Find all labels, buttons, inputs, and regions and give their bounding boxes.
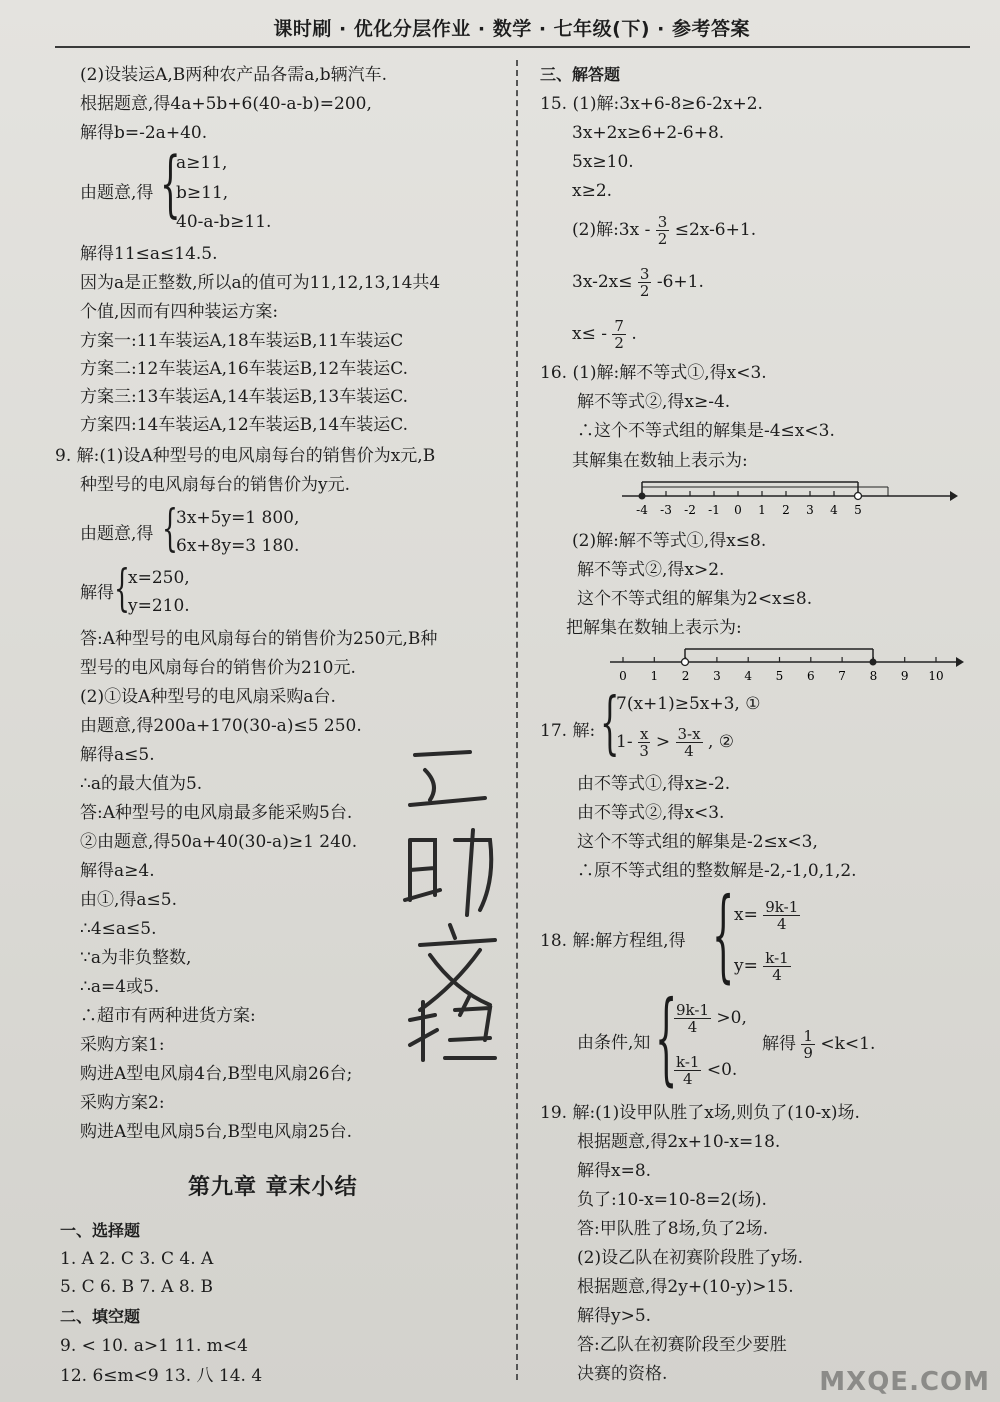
- text-line: (2)解:解不等式①,得x≤8.: [572, 531, 767, 551]
- text-line: 解得x=8.: [577, 1161, 652, 1181]
- text-line: x≥2.: [572, 181, 613, 201]
- fraction-numerator: k-1: [765, 949, 789, 967]
- fraction: [801, 1028, 815, 1061]
- text-line: 解得: [80, 583, 114, 603]
- text-line: 1. A 2. C 3. C 4. A: [60, 1249, 214, 1269]
- text-line: 采购方案2:: [80, 1093, 165, 1113]
- text-line: 15. (1)解:3x+6-8≥6-2x+2.: [540, 94, 763, 114]
- tick-label: -2: [684, 503, 696, 517]
- text-line: a≥11,: [176, 153, 228, 173]
- text-line: 方案一:11车装运A,18车装运B,11车装运C: [80, 331, 404, 351]
- text-line: 购进A型电风扇5台,B型电风扇25台.: [80, 1122, 353, 1142]
- fraction-numerator: 3: [639, 265, 650, 283]
- fraction: [763, 899, 800, 932]
- text-line: 答:A种型号的电风扇每台的销售价为250元,B种: [80, 629, 438, 649]
- fraction-denominator: 4: [684, 742, 694, 760]
- fraction-numerator: 9k-1: [765, 898, 799, 916]
- text-line: ②由题意,得50a+40(30-a)≥1 240.: [80, 832, 358, 852]
- brace-icon: {: [600, 684, 620, 763]
- text-span: >0,: [716, 1008, 747, 1028]
- text-span: 解得: [762, 1034, 796, 1054]
- text-line: 12. 6≤m<9 13. 八 14. 4: [60, 1366, 263, 1386]
- text-line: 其解集在数轴上表示为:: [572, 451, 748, 471]
- text-line: 这个不等式组的解集为2<x≤8.: [577, 589, 813, 609]
- text-line: 7(x+1)≥5x+3, ①: [616, 694, 761, 714]
- text-span: 3x-2x≤: [572, 272, 633, 292]
- tick-label: 2: [681, 669, 690, 683]
- text-line: 17. 解:: [540, 721, 596, 741]
- handwriting-scribble: [395, 740, 515, 1070]
- text-line: 因为a是正整数,所以a的值可为11,12,13,14共4: [80, 273, 441, 293]
- fraction-numerator: 9k-1: [676, 1001, 709, 1019]
- text-line: 根据题意,得4a+5b+6(40-a-b)=200,: [80, 94, 372, 114]
- text-line: 19. 解:(1)设甲队胜了x场,则负了(10-x)场.: [540, 1103, 860, 1123]
- text-line: 答:A种型号的电风扇最多能采购5台.: [80, 803, 353, 823]
- text-line: 答:甲队胜了8场,负了2场.: [577, 1219, 769, 1239]
- text-span: x≤ -: [572, 324, 607, 344]
- fraction-denominator: 9: [803, 1044, 813, 1062]
- equation-line: [734, 895, 800, 935]
- text-line: 由①,得a≤5.: [80, 890, 178, 910]
- text-line: 型号的电风扇每台的销售价为210元.: [80, 658, 356, 678]
- equation-line: [762, 1024, 875, 1064]
- tick-label: 4: [830, 503, 838, 517]
- text-line: 方案四:14车装运A,12车装运B,14车装运C.: [80, 415, 409, 435]
- brace-icon: {: [655, 979, 678, 1096]
- text-line: 9. < 10. a>1 11. m<4: [60, 1336, 248, 1356]
- text-span: <0.: [706, 1060, 738, 1080]
- tick-label: -4: [636, 503, 648, 517]
- text-line: ∴4≤a≤5.: [80, 919, 157, 939]
- tick-label: 5: [854, 503, 862, 517]
- section-heading: 一、选择题: [60, 1221, 141, 1240]
- text-line: 9. 解:(1)设A种型号的电风扇每台的销售价为x元,B: [55, 446, 436, 466]
- number-line-2: [608, 642, 966, 688]
- text-line: 解得11≤a≤14.5.: [80, 244, 218, 264]
- text-span: >: [655, 732, 671, 752]
- text-line: 决赛的资格.: [577, 1364, 668, 1384]
- fraction: [638, 726, 650, 759]
- tick-label: 9: [900, 669, 909, 683]
- equation-line: [572, 264, 704, 300]
- equation-line: [616, 722, 734, 762]
- fraction: [638, 266, 652, 299]
- text-line: 解得a≥4.: [80, 861, 155, 881]
- text-span: x=: [734, 905, 758, 925]
- fraction: [763, 950, 790, 983]
- text-span: y=: [734, 956, 758, 976]
- text-line: 18. 解:解方程组,得: [540, 931, 686, 951]
- text-line: 方案二:12车装运A,16车装运B,12车装运C.: [80, 359, 409, 379]
- text-line: 这个不等式组的解集是-2≤x<3,: [577, 832, 818, 852]
- text-line: 采购方案1:: [80, 1035, 165, 1055]
- tick-label: 3: [713, 669, 721, 683]
- tick-label: -1: [708, 503, 720, 517]
- fraction-numerator: 3: [657, 213, 668, 231]
- text-line: b≥11,: [176, 183, 229, 203]
- header-title: 课时刷 · 优化分层作业 · 数学 · 七年级(下) · 参考答案: [273, 18, 750, 40]
- column-divider: [516, 60, 518, 1380]
- text-span: ≤2x-6+1.: [674, 220, 757, 240]
- equation-line: [674, 998, 747, 1038]
- tick-label: 1: [650, 669, 659, 683]
- text-line: ∴这个不等式组的解集是-4≤x<3.: [577, 421, 835, 441]
- fraction: [656, 214, 670, 247]
- text-line: 答:乙队在初赛阶段至少要胜: [577, 1335, 787, 1355]
- text-span: -6+1.: [656, 272, 704, 292]
- tick-label: 5: [775, 669, 784, 683]
- watermark-logo: MXQE.COM: [819, 1367, 990, 1397]
- fraction-denominator: 2: [614, 334, 624, 352]
- fraction: [674, 1054, 701, 1087]
- text-line: 解不等式②,得x≥-4.: [577, 392, 731, 412]
- fraction-numerator: k-1: [676, 1053, 700, 1071]
- chapter-title: 第九章 章末小结: [188, 1175, 358, 1200]
- text-line: (2)①设A种型号的电风扇采购a台.: [80, 687, 336, 707]
- tick-label: 1: [758, 503, 766, 517]
- fraction-denominator: 4: [772, 966, 782, 984]
- header-rule: [55, 46, 970, 48]
- fraction-numerator: x: [639, 725, 649, 743]
- text-line: 5x≥10.: [572, 152, 634, 172]
- text-line: ∴超市有两种进货方案:: [80, 1006, 256, 1026]
- text-line: y=210.: [128, 596, 190, 616]
- fraction-denominator: 2: [639, 282, 650, 300]
- fraction-denominator: 4: [687, 1018, 698, 1036]
- text-span: 1-: [616, 732, 633, 752]
- text-line: 方案三:13车装运A,14车装运B,13车装运C.: [80, 387, 409, 407]
- text-line: 5. C 6. B 7. A 8. B: [60, 1277, 213, 1297]
- tick-label: 7: [838, 669, 846, 683]
- fraction: [676, 726, 703, 759]
- text-line: (2)设装运A,B两种农产品各需a,b辆汽车.: [80, 65, 388, 85]
- fraction-numerator: 1: [803, 1027, 813, 1045]
- tick-label: -3: [660, 503, 672, 517]
- brace-icon: {: [162, 499, 178, 557]
- text-line: 解得b=-2a+40.: [80, 123, 208, 143]
- text-line: 3x+2x≥6+2-6+8.: [572, 123, 725, 143]
- tick-label: 0: [619, 669, 627, 683]
- text-line: 40-a-b≥11.: [176, 212, 272, 232]
- text-line: 由条件,知: [577, 1033, 651, 1053]
- brace-icon: {: [114, 559, 130, 617]
- section-heading: 二、填空题: [60, 1307, 141, 1326]
- text-span: , ②: [707, 732, 735, 752]
- equation-line: [572, 316, 637, 352]
- text-line: 种型号的电风扇每台的销售价为y元.: [80, 475, 351, 495]
- equation-line: [734, 946, 791, 986]
- section-heading: 三、解答题: [540, 65, 621, 84]
- fraction-numerator: 7: [614, 317, 624, 335]
- text-span: .: [631, 324, 637, 344]
- fraction-denominator: 3: [639, 742, 649, 760]
- fraction: [612, 318, 626, 351]
- text-line: 购进A型电风扇4台,B型电风扇26台;: [80, 1064, 353, 1084]
- brace-icon: {: [712, 876, 735, 993]
- page-header: [0, 0, 1000, 48]
- text-line: 6x+8y=3 180.: [176, 536, 300, 556]
- tick-label: 10: [928, 669, 944, 683]
- text-line: ∴原不等式组的整数解是-2,-1,0,1,2.: [577, 861, 857, 881]
- fraction-denominator: 2: [657, 230, 668, 248]
- text-line: 由题意,得: [80, 524, 154, 544]
- text-line: ∵a为非负整数,: [80, 948, 192, 968]
- text-line: 由题意,得: [80, 183, 154, 203]
- text-line: 个值,因而有四种装运方案:: [80, 302, 279, 322]
- equation-line: [572, 212, 756, 248]
- text-line: 根据题意,得2y+(10-y)>15.: [577, 1277, 794, 1297]
- tick-label: 6: [806, 669, 815, 683]
- text-line: x=250,: [128, 568, 190, 588]
- tick-label: 0: [734, 503, 742, 517]
- text-span: (2)解:3x -: [572, 220, 651, 240]
- text-line: 由题意,得200a+170(30-a)≤5 250.: [80, 716, 362, 736]
- tick-label: 4: [744, 669, 753, 683]
- equation-line: [674, 1050, 737, 1090]
- text-line: 负了:10-x=10-8=2(场).: [577, 1190, 767, 1210]
- fraction: [674, 1002, 711, 1035]
- text-span: <k<1.: [820, 1034, 876, 1054]
- fraction-denominator: 4: [776, 915, 787, 933]
- tick-label: 8: [869, 669, 878, 683]
- tick-label: 2: [782, 503, 790, 517]
- text-line: ∴a=4或5.: [80, 977, 160, 997]
- number-line-1: [620, 476, 960, 522]
- brace-icon: {: [160, 141, 181, 225]
- text-line: 16. (1)解:解不等式①,得x<3.: [540, 363, 767, 383]
- text-line: (2)设乙队在初赛阶段胜了y场.: [577, 1248, 804, 1268]
- text-line: 3x+5y=1 800,: [176, 508, 300, 528]
- text-line: 解得y>5.: [577, 1306, 652, 1326]
- text-line: 由不等式①,得x≥-2.: [577, 774, 731, 794]
- text-line: ∴a的最大值为5.: [80, 774, 203, 794]
- tick-label: 3: [806, 503, 814, 517]
- text-line: 由不等式②,得x<3.: [577, 803, 725, 823]
- fraction-denominator: 4: [682, 1070, 693, 1088]
- text-line: 解得a≤5.: [80, 745, 155, 765]
- text-line: 把解集在数轴上表示为:: [566, 618, 742, 638]
- text-line: 解不等式②,得x>2.: [577, 560, 725, 580]
- text-line: 根据题意,得2x+10-x=18.: [577, 1132, 781, 1152]
- fraction-numerator: 3-x: [677, 725, 701, 743]
